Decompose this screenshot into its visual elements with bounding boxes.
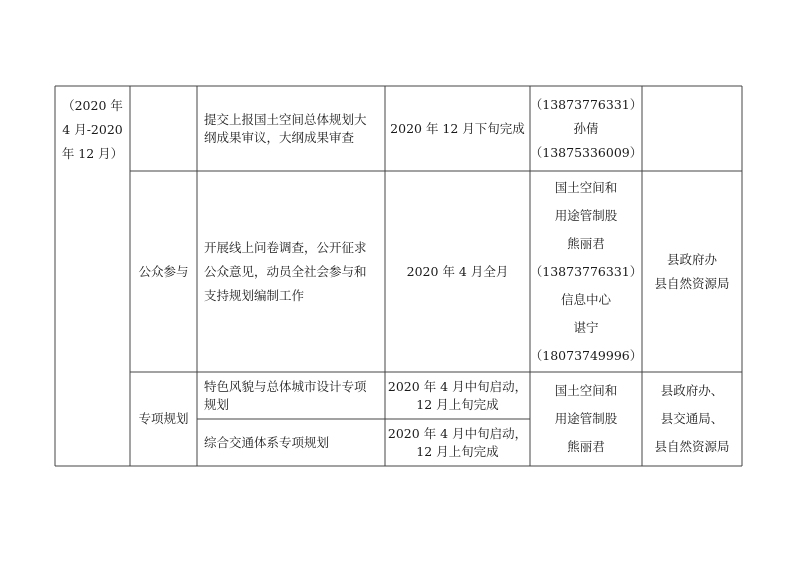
timeline-text: 2020 年 4 月中旬启动， xyxy=(387,425,528,441)
lead-unit-text: 县政府办 xyxy=(666,251,717,267)
contact-text: 谌宁 xyxy=(573,319,599,335)
contact-text: 用途管制股 xyxy=(554,207,618,223)
row1-task-cell xyxy=(204,86,384,171)
timeline-text: 12 月上旬完成 xyxy=(416,443,499,459)
row2-timeline-cell xyxy=(385,171,530,372)
timeline-text: 2020 年 4 月中旬启动， xyxy=(387,378,528,394)
lead-unit-text: 县自然资源局 xyxy=(654,275,730,291)
contact-text: （13875336009） xyxy=(529,144,643,160)
contact-text: （13873776331） xyxy=(529,96,643,112)
row3-lead-unit-cell xyxy=(642,372,742,466)
row3-subtask2-task-cell xyxy=(204,419,384,466)
category-text: 专项规划 xyxy=(138,411,189,426)
row2-task-cell xyxy=(204,171,384,372)
row3-subtask1-timeline-cell xyxy=(385,372,530,419)
row3-category-cell xyxy=(130,372,197,466)
contact-text: 国土空间和 xyxy=(554,179,618,195)
task-text: 纲成果审议，大纲成果审查 xyxy=(204,129,355,145)
task-text: 公众意见，动员全社会参与和 xyxy=(204,263,367,279)
stage-period-line: 年 12 月） xyxy=(61,146,124,161)
stage-period-line: （2020 年 xyxy=(62,98,123,113)
contact-text: 信息中心 xyxy=(560,291,611,307)
row3-subtask2-timeline-cell xyxy=(385,419,530,466)
task-text: 特色风貌与总体城市设计专项 xyxy=(204,378,367,394)
contact-text: （18073749996） xyxy=(529,347,643,363)
task-text: 提交上报国土空间总体规划大 xyxy=(204,111,367,127)
stage-period-cell xyxy=(55,86,130,174)
row1-timeline-cell xyxy=(385,86,530,171)
stage-period-line: 4 月-2020 xyxy=(62,122,123,137)
row2-contacts-cell xyxy=(530,171,642,372)
category-text: 公众参与 xyxy=(138,263,189,279)
lead-unit-text: 县政府办、 xyxy=(660,383,724,398)
timeline-text: 2020 年 12 月下旬完成 xyxy=(390,120,525,136)
row3-subtask1-task-cell xyxy=(204,372,384,419)
contact-text: 国土空间和 xyxy=(554,383,618,398)
row1-contacts-cell xyxy=(530,86,642,171)
row2-category-cell xyxy=(130,171,197,372)
row3-contacts-cell xyxy=(530,372,642,466)
task-text: 规划 xyxy=(204,396,230,412)
timeline-text: 2020 年 4 月全月 xyxy=(406,263,509,279)
contact-text: 熊丽君 xyxy=(567,439,605,454)
lead-unit-text: 县交通局、 xyxy=(660,411,724,426)
contact-text: （13873776331） xyxy=(529,263,643,279)
task-text: 支持规划编制工作 xyxy=(204,287,305,303)
lead-unit-text: 县自然资源局 xyxy=(654,439,730,454)
contact-text: 用途管制股 xyxy=(554,411,618,426)
timeline-text: 12 月上旬完成 xyxy=(416,396,499,412)
row2-lead-unit-cell xyxy=(642,171,742,372)
contact-text: 熊丽君 xyxy=(567,235,605,251)
contact-text: 孙倩 xyxy=(573,120,599,136)
task-text: 综合交通体系专项规划 xyxy=(204,434,330,450)
task-text: 开展线上问卷调查，公开征求 xyxy=(204,239,367,255)
